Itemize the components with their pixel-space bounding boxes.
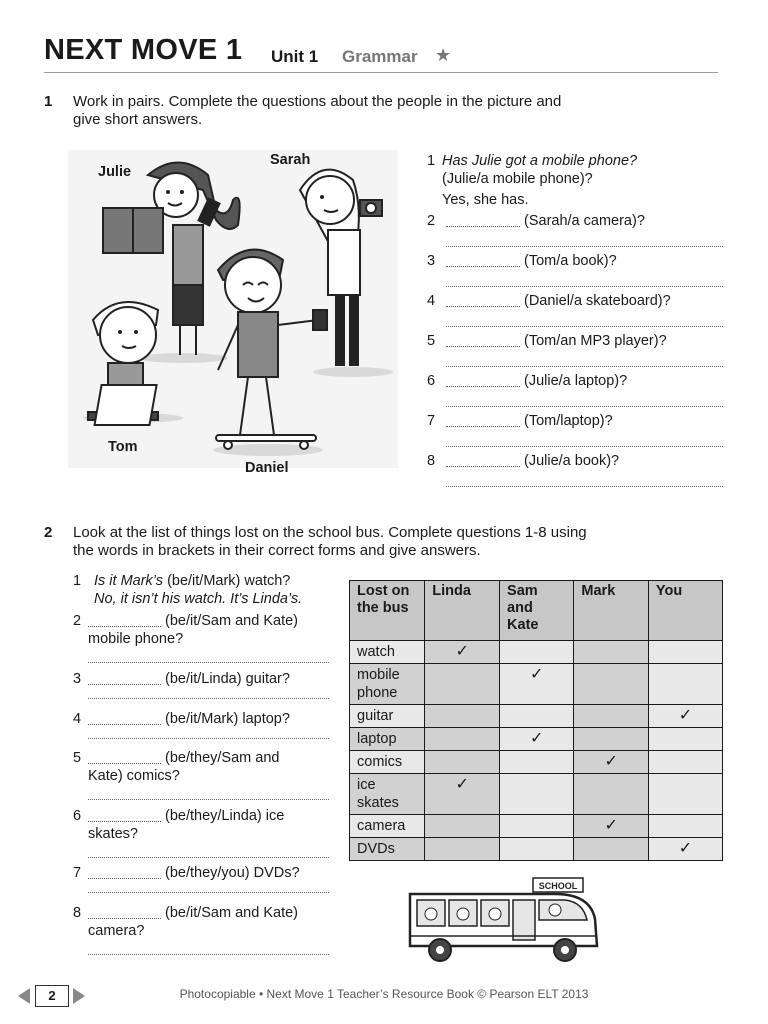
ex2-answer-blank[interactable]	[88, 810, 161, 822]
ex2-item-prompt-cont: skates?	[88, 826, 138, 842]
table-empty-cell	[574, 705, 648, 728]
ex2-item-number: 8	[73, 905, 82, 921]
table-header-cell: Linda	[425, 581, 500, 641]
ex2-answer-line[interactable]	[88, 954, 329, 955]
table-item-cell: guitar	[350, 705, 425, 728]
table-empty-cell	[425, 838, 500, 861]
exercise-2-number: 2	[44, 524, 53, 541]
section-label: Grammar	[342, 47, 418, 66]
table-empty-cell	[425, 815, 500, 838]
ex2-item-prompt-cont: Kate) comics?	[88, 768, 180, 784]
table-empty-cell	[500, 838, 574, 861]
ex2-item-number: 2	[73, 613, 82, 629]
ex2-answer-line[interactable]	[88, 662, 329, 663]
ex2-answer-line[interactable]	[88, 698, 329, 699]
school-bus-illustration	[405, 874, 605, 966]
ex1-answer-blank[interactable]	[446, 415, 520, 427]
table-empty-cell	[500, 751, 574, 774]
table-item-cell: comics	[350, 751, 425, 774]
table-check-cell: ✓	[574, 751, 648, 774]
ex1-item-number: 2	[427, 213, 436, 229]
table-row	[350, 774, 723, 815]
table-row	[350, 815, 723, 838]
table-row	[350, 705, 723, 728]
table-item-cell: ice skates	[350, 774, 425, 815]
table-item-cell: watch	[350, 641, 425, 664]
table-check-cell: ✓	[500, 728, 574, 751]
ex1-example-answer: Yes, she has.	[442, 192, 529, 208]
table-row	[350, 751, 723, 774]
exercise-1-instruction-line1: Work in pairs. Complete the questions about the people in the picture and	[73, 93, 562, 110]
table-header-cell: Sam and Kate	[500, 581, 574, 641]
ex2-answer-blank[interactable]	[88, 752, 161, 764]
footer-credit: Photocopiable • Next Move 1 Teacher’s Resource Book © Pearson ELT 2013	[179, 987, 589, 1001]
table-empty-cell	[425, 705, 500, 728]
table-empty-cell	[425, 751, 500, 774]
name-julie: Julie	[98, 164, 132, 180]
table-check-cell: ✓	[500, 664, 574, 705]
ex1-answer-line[interactable]	[446, 406, 723, 407]
table-row	[350, 728, 723, 751]
kids-illustration	[68, 150, 398, 468]
ex2-answer-line[interactable]	[88, 857, 329, 858]
table-empty-cell	[500, 774, 574, 815]
ex1-item-number: 5	[427, 333, 436, 349]
ex2-example-question-italic: Is it Mark’s	[94, 573, 164, 589]
page-number: 2	[35, 985, 69, 1007]
ex2-item-prompt-cont: mobile phone?	[88, 631, 184, 647]
table-row	[350, 641, 723, 664]
ex2-item-prompt: (be/they/you) DVDs?	[165, 865, 300, 881]
ex1-item-prompt: (Daniel/a skateboard)?	[524, 293, 671, 309]
ex1-answer-blank[interactable]	[446, 455, 520, 467]
table-empty-cell	[648, 641, 722, 664]
table-check-cell: ✓	[574, 815, 648, 838]
ex1-answer-blank[interactable]	[446, 255, 520, 267]
ex2-item-number: 4	[73, 711, 82, 727]
ex1-answer-line[interactable]	[446, 366, 723, 367]
table-check-cell: ✓	[648, 838, 722, 861]
ex1-item-prompt: (Julie/a book)?	[524, 453, 620, 469]
ex1-item-prompt: (Sarah/a camera)?	[524, 213, 645, 229]
ex2-item-prompt: (be/it/Sam and Kate)	[165, 905, 298, 921]
table-empty-cell	[574, 664, 648, 705]
table-body	[350, 641, 723, 861]
ex1-answer-blank[interactable]	[446, 335, 520, 347]
table-empty-cell	[648, 815, 722, 838]
table-empty-cell	[574, 774, 648, 815]
ex1-item-number: 4	[427, 293, 436, 309]
ex1-item-number: 3	[427, 253, 436, 269]
unit-label: Unit 1	[271, 47, 319, 66]
ex2-item-prompt: (be/it/Linda) guitar?	[165, 671, 290, 687]
ex2-answer-line[interactable]	[88, 738, 329, 739]
ex2-answer-blank[interactable]	[88, 673, 161, 685]
table-empty-cell	[574, 838, 648, 861]
ex2-item-prompt: (be/it/Mark) laptop?	[165, 711, 290, 727]
ex1-answer-line[interactable]	[446, 286, 723, 287]
ex2-answer-line[interactable]	[88, 892, 329, 893]
table-row	[350, 664, 723, 705]
ex2-answer-blank[interactable]	[88, 867, 161, 879]
exercise-1-instruction-line2: give short answers.	[73, 111, 203, 128]
ex2-item-number: 7	[73, 865, 82, 881]
ex2-item-number: 5	[73, 750, 82, 766]
table-item-cell: camera	[350, 815, 425, 838]
ex1-item-prompt: (Julie/a laptop)?	[524, 373, 628, 389]
table-header-cell: Mark	[574, 581, 648, 641]
name-daniel: Daniel	[245, 460, 289, 476]
ex2-item-number: 3	[73, 671, 82, 687]
ex2-item-prompt: (be/they/Linda) ice	[165, 808, 285, 824]
ex1-item-prompt: (Tom/an MP3 player)?	[524, 333, 667, 349]
ex1-answer-blank[interactable]	[446, 215, 520, 227]
star-icon: ★	[435, 45, 452, 65]
ex1-answer-line[interactable]	[446, 246, 723, 247]
ex2-example-question-prompt: (be/it/Mark) watch?	[167, 573, 291, 589]
ex2-answer-blank[interactable]	[88, 907, 161, 919]
ex1-answer-line[interactable]	[446, 326, 723, 327]
exercise-1-number: 1	[44, 93, 53, 110]
table-item-cell: mobile phone	[350, 664, 425, 705]
table-header-cell: You	[648, 581, 722, 641]
ex1-example-question: Has Julie got a mobile phone?	[442, 153, 638, 169]
page-title: NEXT MOVE 1	[44, 34, 243, 66]
exercise-2-instruction-line2: the words in brackets in their correct forms and give answers.	[73, 542, 481, 559]
name-tom: Tom	[108, 439, 138, 455]
table-empty-cell	[500, 641, 574, 664]
table-empty-cell	[648, 728, 722, 751]
ex2-example-question	[94, 572, 290, 590]
ex2-example-answer: No, it isn’t his watch. It’s Linda’s.	[94, 591, 303, 607]
ex2-answer-blank[interactable]	[88, 615, 161, 627]
table-empty-cell	[648, 664, 722, 705]
ex2-item-1-number: 1	[73, 573, 82, 589]
table-check-cell: ✓	[425, 641, 500, 664]
bus-sign: SCHOOL	[538, 881, 578, 891]
lost-items-table	[349, 580, 723, 861]
table-row	[350, 838, 723, 861]
ex2-item-number: 6	[73, 808, 82, 824]
table-empty-cell	[500, 815, 574, 838]
ex2-answer-blank[interactable]	[88, 713, 161, 725]
table-header-row	[350, 581, 723, 641]
exercise-2-instruction-line1: Look at the list of things lost on the school bus. Complete questions 1-8 using	[73, 524, 587, 541]
table-item-cell: laptop	[350, 728, 425, 751]
table-item-cell: DVDs	[350, 838, 425, 861]
header-divider	[44, 72, 718, 73]
table-empty-cell	[425, 664, 500, 705]
table-check-cell: ✓	[648, 705, 722, 728]
table-check-cell: ✓	[425, 774, 500, 815]
ex1-answer-blank[interactable]	[446, 375, 520, 387]
ex2-item-prompt: (be/they/Sam and	[165, 750, 280, 766]
ex2-item-prompt: (be/it/Sam and Kate)	[165, 613, 298, 629]
ex2-item-prompt-cont: camera?	[88, 923, 145, 939]
table-empty-cell	[574, 641, 648, 664]
ex1-answer-line[interactable]	[446, 446, 723, 447]
table-empty-cell	[648, 751, 722, 774]
ex1-example-prompt: (Julie/a mobile phone)?	[442, 171, 593, 187]
ex1-item-prompt: (Tom/laptop)?	[524, 413, 613, 429]
table-empty-cell	[574, 728, 648, 751]
table-empty-cell	[648, 774, 722, 815]
ex1-answer-line[interactable]	[446, 486, 723, 487]
table-header-cell: Lost on the bus	[350, 581, 425, 641]
ex1-item-1-number: 1	[427, 153, 436, 169]
ex1-item-number: 8	[427, 453, 436, 469]
ex1-item-number: 6	[427, 373, 436, 389]
ex1-item-prompt: (Tom/a book)?	[524, 253, 617, 269]
ex1-item-number: 7	[427, 413, 436, 429]
table-empty-cell	[425, 728, 500, 751]
ex2-answer-line[interactable]	[88, 799, 329, 800]
name-sarah: Sarah	[270, 152, 311, 168]
ex1-answer-blank[interactable]	[446, 295, 520, 307]
table-empty-cell	[500, 705, 574, 728]
